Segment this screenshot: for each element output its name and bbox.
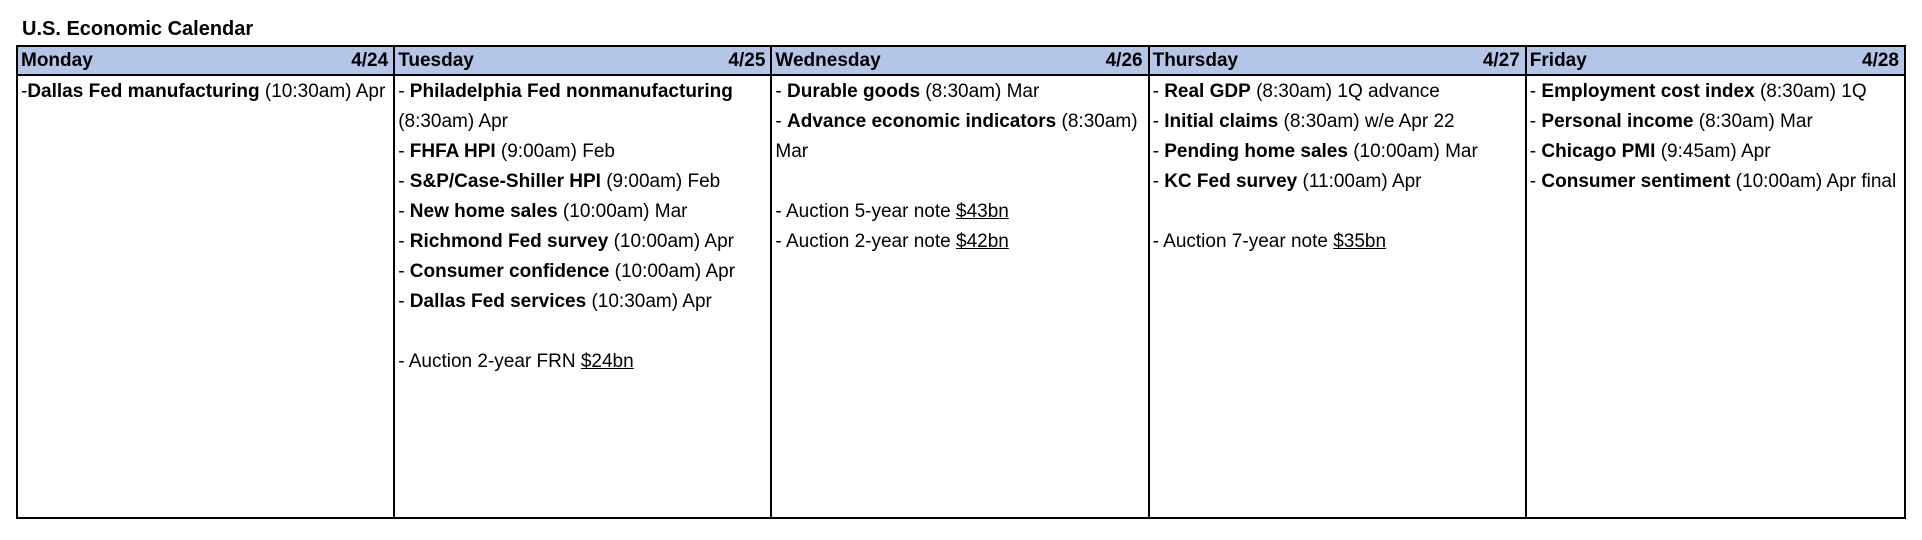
event-prefix: - bbox=[775, 81, 787, 102]
event-prefix: - bbox=[398, 141, 410, 162]
day-header bbox=[395, 47, 770, 76]
event-name: Dallas Fed manufacturing bbox=[27, 81, 260, 102]
event-prefix: - bbox=[1529, 81, 1542, 102]
auction-text: - Auction 5-year note bbox=[775, 201, 956, 222]
day-name: Friday bbox=[1529, 49, 1587, 71]
event-prefix: - bbox=[398, 261, 410, 282]
event-item bbox=[775, 77, 1143, 107]
event-name: Consumer confidence bbox=[409, 261, 610, 282]
event-item bbox=[398, 227, 766, 257]
day-date: 4/25 bbox=[728, 49, 766, 71]
day-events bbox=[1527, 76, 1904, 197]
spacer bbox=[1153, 197, 1521, 227]
event-detail: (11:00am) Apr bbox=[1297, 171, 1422, 192]
event-detail: (10:00am) Apr final bbox=[1730, 171, 1897, 192]
day-header bbox=[18, 47, 393, 76]
day-column bbox=[772, 47, 1149, 517]
event-prefix: - bbox=[21, 81, 28, 102]
event-detail: (9:00am) Feb bbox=[600, 171, 721, 192]
event-detail: (9:45am) Apr bbox=[1655, 141, 1771, 162]
event-name: Consumer sentiment bbox=[1541, 171, 1731, 192]
event-name: Employment cost index bbox=[1541, 81, 1755, 102]
day-column bbox=[18, 47, 395, 517]
event-prefix: - bbox=[1152, 81, 1165, 102]
event-name: Chicago PMI bbox=[1541, 141, 1656, 162]
auction-text: - Auction 2-year note bbox=[775, 231, 956, 252]
event-prefix: - bbox=[775, 111, 787, 132]
event-name: Advance economic indicators bbox=[787, 111, 1057, 132]
day-events bbox=[1150, 76, 1525, 257]
event-prefix: - bbox=[1152, 111, 1165, 132]
event-name: FHFA HPI bbox=[409, 141, 496, 162]
day-header bbox=[1150, 47, 1525, 76]
day-name: Monday bbox=[21, 49, 93, 71]
event-name: Durable goods bbox=[787, 81, 921, 102]
event-prefix: - bbox=[1529, 141, 1542, 162]
auction-item bbox=[398, 347, 766, 377]
event-item bbox=[1530, 107, 1900, 137]
event-prefix: - bbox=[398, 291, 410, 312]
event-item bbox=[775, 107, 1143, 167]
day-name: Tuesday bbox=[398, 49, 474, 71]
auction-item bbox=[775, 227, 1143, 257]
event-item bbox=[398, 287, 766, 317]
calendar-grid bbox=[16, 45, 1906, 519]
event-name: Richmond Fed survey bbox=[409, 231, 609, 252]
day-events bbox=[18, 76, 393, 107]
event-detail: (8:30am) Mar bbox=[1693, 111, 1813, 132]
auction-amount: $35bn bbox=[1333, 231, 1387, 252]
event-prefix: - bbox=[1529, 171, 1542, 192]
event-item bbox=[21, 77, 389, 107]
day-date: 4/24 bbox=[351, 49, 389, 71]
auction-amount: $24bn bbox=[580, 351, 634, 372]
event-detail: (8:30am) 1Q bbox=[1754, 81, 1867, 102]
auction-text: - Auction 2-year FRN bbox=[398, 351, 581, 372]
event-item bbox=[1530, 77, 1900, 107]
event-prefix: - bbox=[398, 231, 410, 252]
spacer bbox=[775, 167, 1143, 197]
day-date: 4/26 bbox=[1105, 49, 1143, 71]
day-events bbox=[395, 76, 770, 377]
event-item bbox=[398, 197, 766, 227]
event-name: Initial claims bbox=[1164, 111, 1279, 132]
event-detail: (10:00am) Apr bbox=[609, 261, 736, 282]
event-item bbox=[398, 167, 766, 197]
day-column bbox=[1150, 47, 1527, 517]
event-detail: (8:30am) Mar bbox=[920, 81, 1040, 102]
event-item bbox=[1530, 137, 1900, 167]
event-item bbox=[1153, 107, 1521, 137]
event-name: New home sales bbox=[409, 201, 558, 222]
event-detail: (9:00am) Feb bbox=[495, 141, 615, 162]
event-name: S&P/Case-Shiller HPI bbox=[409, 171, 601, 192]
page-title: U.S. Economic Calendar bbox=[22, 18, 254, 40]
event-prefix: - bbox=[398, 171, 410, 192]
event-prefix: - bbox=[1152, 141, 1165, 162]
event-name: Dallas Fed services bbox=[409, 291, 587, 312]
day-name: Thursday bbox=[1152, 49, 1239, 71]
day-date: 4/27 bbox=[1482, 49, 1520, 71]
event-detail: (10:00am) Mar bbox=[557, 201, 688, 222]
event-detail: (8:30am) w/e Apr 22 bbox=[1278, 111, 1455, 132]
event-item bbox=[398, 137, 766, 167]
event-detail: (10:00am) Mar bbox=[1347, 141, 1478, 162]
auction-item bbox=[1153, 227, 1521, 257]
auction-text: - Auction 7-year note bbox=[1152, 231, 1334, 252]
auction-amount: $43bn bbox=[956, 201, 1009, 222]
event-item bbox=[398, 77, 766, 137]
event-item bbox=[1153, 137, 1521, 167]
day-date: 4/28 bbox=[1862, 49, 1899, 71]
day-name: Wednesday bbox=[775, 49, 881, 71]
day-column bbox=[395, 47, 772, 517]
event-prefix: - bbox=[398, 81, 410, 102]
event-detail: (10:00am) Apr bbox=[608, 231, 734, 252]
auction-item bbox=[775, 197, 1143, 227]
event-prefix: - bbox=[1529, 111, 1542, 132]
day-column bbox=[1527, 47, 1904, 517]
event-item bbox=[1153, 77, 1521, 107]
event-name: Real GDP bbox=[1164, 81, 1251, 102]
day-header bbox=[772, 47, 1147, 76]
event-detail: (8:30am) 1Q advance bbox=[1250, 81, 1440, 102]
event-detail: (8:30am) Apr bbox=[398, 111, 509, 132]
event-name: Personal income bbox=[1541, 111, 1694, 132]
event-name: Philadelphia Fed nonmanufacturing bbox=[409, 81, 733, 102]
event-detail: (10:30am) Apr bbox=[586, 291, 712, 312]
event-detail: (10:30am) Apr bbox=[259, 81, 386, 102]
event-name: Pending home sales bbox=[1164, 141, 1348, 162]
event-item bbox=[1153, 167, 1521, 197]
day-header bbox=[1527, 47, 1904, 76]
auction-amount: $42bn bbox=[956, 231, 1009, 252]
spacer bbox=[398, 317, 766, 347]
event-prefix: - bbox=[398, 201, 410, 222]
event-detail: (8:30am) Mar bbox=[775, 111, 1138, 162]
day-events bbox=[772, 76, 1147, 257]
event-prefix: - bbox=[1152, 171, 1165, 192]
event-item bbox=[1530, 167, 1900, 197]
event-name: KC Fed survey bbox=[1164, 171, 1298, 192]
event-item bbox=[398, 257, 766, 287]
